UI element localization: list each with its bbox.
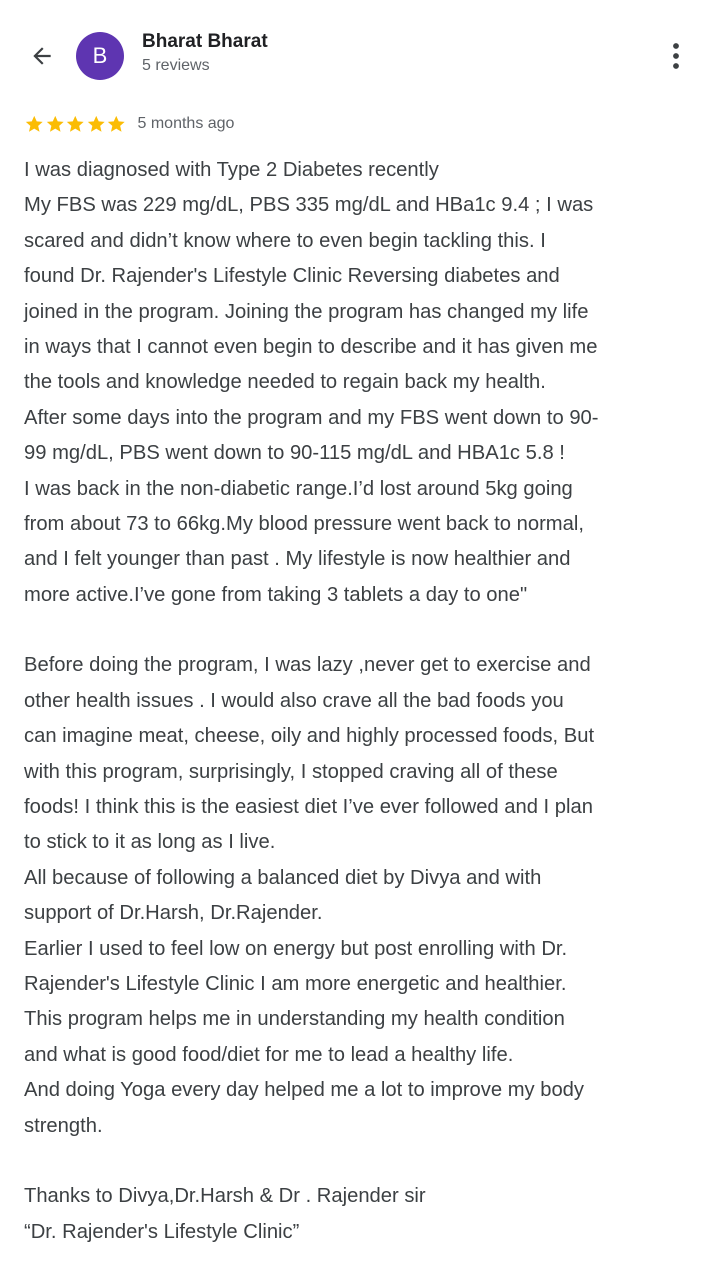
review-line: Thanks to Divya,Dr.Harsh & Dr . Rajender sir	[24, 1185, 426, 1208]
review-body	[24, 153, 700, 1250]
more-vert-icon	[672, 42, 680, 70]
review-line: and what is good food/diet for me to lead a healthy life.	[24, 1043, 514, 1066]
review-line: joined in the program. Joining the program has changed my life	[24, 300, 589, 323]
review-line: I was back in the non-diabetic range.I’d lost around 5kg going	[24, 477, 573, 500]
star-icon	[24, 114, 45, 134]
review-line: This program helps me in understanding my health condition	[24, 1008, 565, 1031]
review-line: Earlier I used to feel low on energy but post enrolling with Dr.	[24, 937, 568, 960]
arrow-back-icon	[29, 43, 55, 69]
review-header	[0, 0, 714, 110]
review-line: Before doing the program, I was lazy ,never get to exercise and	[24, 654, 591, 677]
review-line: and I felt younger than past . My lifestyle is now healthier and	[24, 548, 571, 571]
review-line: in ways that I cannot even begin to describe and it has given me	[24, 335, 598, 358]
review-line: 99 mg/dL, PBS went down to 90-115 mg/dL and HBA1c 5.8 !	[24, 442, 565, 465]
star-icon	[45, 114, 66, 134]
review-line	[24, 613, 700, 648]
review-line: Rajender's Lifestyle Clinic I am more energetic and healthier.	[24, 972, 567, 995]
rating-row	[24, 112, 234, 136]
review-line: scared and didn’t know where to even begin tackling this. I	[24, 229, 546, 252]
review-line: strength.	[24, 1114, 103, 1137]
review-time: 5 months ago	[137, 115, 235, 132]
review-line: from about 73 to 66kg.My blood pressure went back to normal,	[24, 512, 584, 535]
reviewer-review-count: 5 reviews	[142, 57, 210, 74]
review-line: All because of following a balanced diet by Divya and with	[24, 866, 542, 889]
review-line	[24, 1144, 700, 1179]
star-icon	[65, 114, 86, 134]
avatar-letter: B	[92, 43, 108, 68]
back-button[interactable]	[22, 36, 62, 76]
review-line: found Dr. Rajender's Lifestyle Clinic Reversing diabetes and	[24, 265, 560, 288]
review-line: with this program, surprisingly, I stopped craving all of these	[24, 760, 558, 783]
star-icon	[86, 114, 107, 134]
review-line: foods! I think this is the easiest diet I’ve ever followed and I plan	[24, 796, 593, 819]
review-line: can imagine meat, cheese, oily and highly processed foods, But	[24, 725, 595, 748]
review-line: “Dr. Rajender's Lifestyle Clinic”	[24, 1220, 300, 1243]
star-icon	[106, 114, 127, 134]
review-line: to stick to it as long as I live.	[24, 831, 276, 854]
review-line: I was diagnosed with Type 2 Diabetes recently	[24, 159, 439, 181]
avatar[interactable]	[76, 32, 124, 80]
star-rating	[24, 114, 127, 134]
review-line: the tools and knowledge needed to regain back my health.	[24, 371, 546, 394]
review-line: My FBS was 229 mg/dL, PBS 335 mg/dL and HBa1c 9.4 ; I was	[24, 194, 594, 217]
review-line: After some days into the program and my FBS went down to 90-	[24, 406, 599, 429]
more-options-button[interactable]	[660, 38, 692, 74]
review-line: other health issues . I would also crave all the bad foods you	[24, 689, 564, 712]
review-line: And doing Yoga every day helped me a lot to improve my body	[24, 1079, 584, 1102]
review-line: support of Dr.Harsh, Dr.Rajender.	[24, 902, 323, 925]
reviewer-name[interactable]: Bharat Bharat	[142, 31, 268, 52]
review-line: more active.I’ve gone from taking 3 tablets a day to one"	[24, 583, 528, 606]
